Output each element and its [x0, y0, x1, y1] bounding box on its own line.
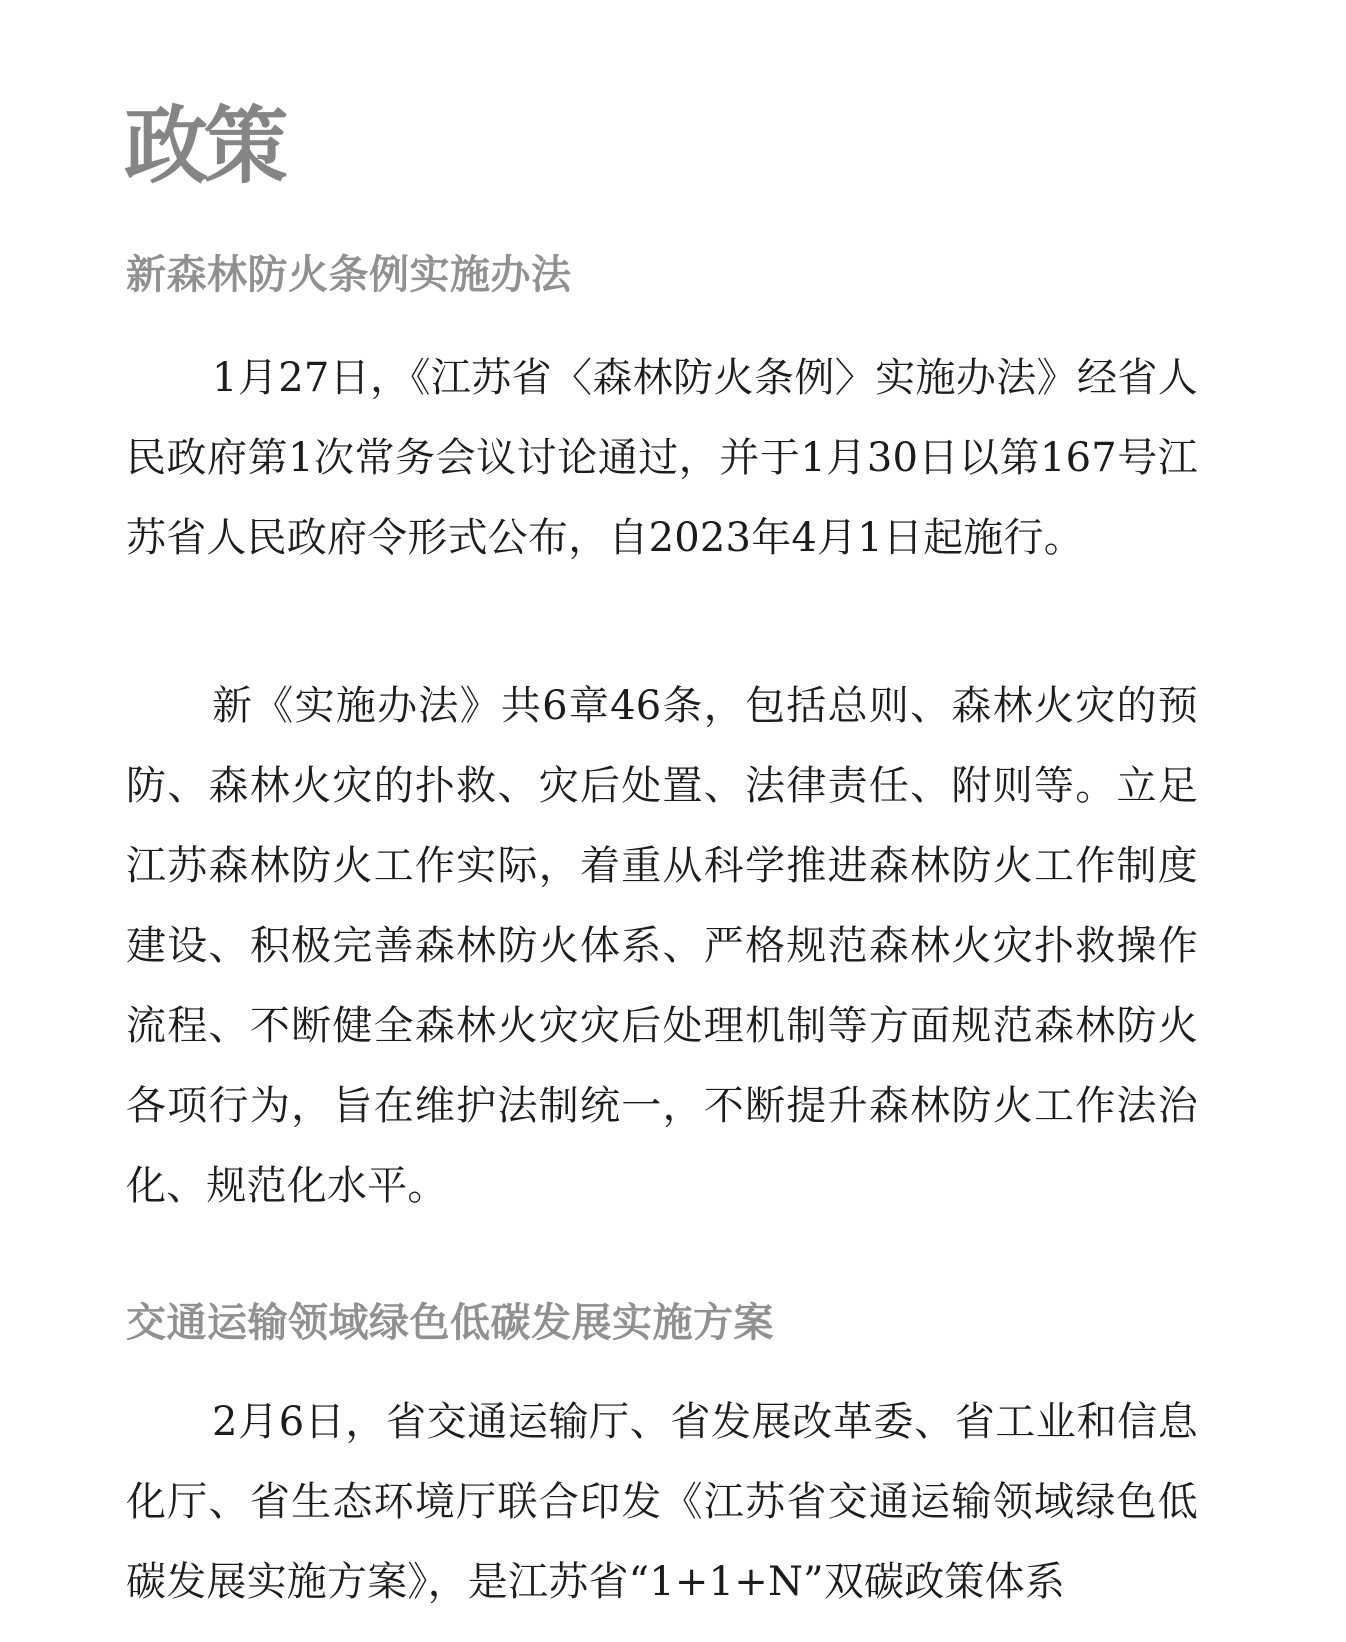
- paragraph: 1月27日，《江苏省〈森林防火条例〉实施办法》经省人民政府第1次常务会议讨论通过，并于1月30日以第167号江苏省人民政府令形式公布，自2023年4月1日起施行。: [126, 355, 1198, 561]
- paragraph: 新《实施办法》共6章46条，包括总则、森林火灾的预防、森林火灾的扑救、灾后处置、法律责任、附则等。立足江苏森林防火工作实际，着重从科学推进森林防火工作制度建设、积极完善森林防火体系、严格规范森林火灾扑救操作流程、不断健全森林火灾灾后处理机制等方面规范森林防火各项行为，旨在维护法制统一，不断提升森林防火工作法治化、规范化水平。: [126, 683, 1198, 1209]
- section-heading-transport-low-carbon: 交通运输领域绿色低碳发展实施方案: [126, 1299, 774, 1346]
- page-title: 政策: [124, 97, 285, 195]
- section-heading-forest-fire: 新森林防火条例实施办法: [126, 251, 572, 298]
- paragraph: 2月6日，省交通运输厅、省发展改革委、省工业和信息化厅、省生态环境厅联合印发《江苏省交通运输领域绿色低碳发展实施方案》，是江苏省“1+1+N”双碳政策体系: [126, 1399, 1198, 1605]
